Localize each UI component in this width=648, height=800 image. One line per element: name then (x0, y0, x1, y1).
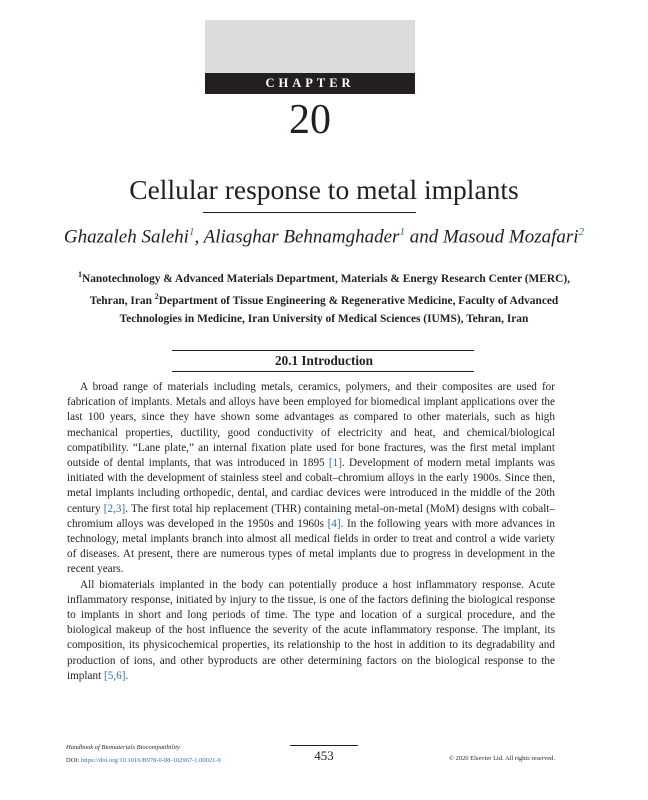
author-name: Aliasghar Behnamghader (203, 226, 400, 248)
book-title: Handbook of Biomaterials Biocompatibility (66, 744, 180, 751)
section-divider-top (172, 350, 474, 351)
paragraph: All biomaterials implanted in the body can potentially produce a host inflammatory response. Acute inflammatory response, initiated by injury to the tissue, is one of the factors defining the biological response to implants in short and long periods of time. The type and location of a surgical procedure, and the biological makeup of the host influence the severity of the acute inflammatory response. The implant, its composition, its physicochemical properties, its relationship to the host in addition to its degradability and production of ions, and other byproducts are other determining factors on the biological response to the implant [5,6]. (67, 578, 555, 682)
citation-link[interactable]: [2,3] (103, 502, 126, 515)
citation-link[interactable]: [4] (327, 517, 341, 530)
citation-link[interactable]: [1] (328, 457, 342, 470)
affiliation-2: Department of Tissue Engineering & Regenerative Medicine, Faculty of Advanced Technologies in Medicine, Iran University of Medical Sciences (IUMS), Tehran, Iran (119, 294, 559, 325)
chapter-label: CHAPTER (205, 73, 415, 94)
page-number: 453 (314, 748, 334, 763)
paragraph: A broad range of materials including metals, ceramics, polymers, and their composites are used for fabrication of implants. Metals and alloys have been employed for biomedical implant applications over the last 100 years, since they have shown some advantages as compared to other materials, such as high mechanical properties, ductility, good conductivity of electricity and heat, and chemical/biological compatibility. “Lane plate,” an internal fixation plate used for bone fractures, was the first metal implant outside of dental implants, that was introduced in 1895 [1]. Development of modern metal implants was initiated with the development of stainless steel and cobalt–chromium alloys in the early 1900s. Since then, metal implants including orthopedic, dental, and cardiac devices were introduced in the middle of the 20th century [2,3]. The first total hip replacement (THR) containing metal-on-metal (MoM) designs with cobalt–chromium alloys was developed in the 1950s and 1960s [4]. In the following years with more advances in technology, metal implants branch into almost all medical fields in order to treat and control a wide variety of diseases. At present, there are numerous types of metal implants due to progress in development in the recent years. (67, 381, 556, 576)
author-name: Masoud Mozafari (442, 226, 579, 248)
author-affiliation-marker[interactable]: 2 (578, 226, 585, 238)
footer-book-info: Handbook of Biomaterials Biocompatibility DOI: https://doi.org/10.1016/B978-0-08-102967-1.00021-9 (66, 741, 306, 767)
doi-link[interactable]: https://doi.org/10.1016/B978-0-08-102967-1.00021-9 (80, 757, 221, 764)
chapter-header-block (205, 20, 415, 73)
footer-divider (290, 745, 358, 746)
author-affiliation-marker[interactable]: 1 (188, 226, 195, 238)
citation-link[interactable]: [5,6] (103, 669, 126, 682)
author-name: Ghazaleh Salehi (63, 226, 189, 248)
author-affiliation-marker[interactable]: 1 (399, 226, 405, 238)
affiliations: $^1$Nanotechnology & Advanced Materials Department, Materials & Energy Research Center (MERC), Tehran, Iran $^2$Department of Tissue Engineering & Regenerative Medicine, Faculty of Advanced Technologies in Medicine, Iran University of Medical Sciences (IUMS), Tehran, Iran (77, 270, 571, 325)
section-heading: 20.1 Introduction (275, 353, 373, 368)
chapter-number: 20 (289, 97, 331, 143)
page-title: Cellular response to metal implants (129, 174, 519, 205)
authors: Ghazaleh Salehi$^1$, Aliasghar Behnamghader$^1$ and Masoud Mozafari$^2$ (63, 226, 585, 248)
section-divider-bottom (172, 371, 474, 372)
title-divider (203, 212, 416, 213)
copyright: © 2020 Elsevier Ltd. All rights reserved. (448, 755, 555, 762)
affiliation-1: Nanotechnology & Advanced Materials Department, Materials & Energy Research Center (MERC), Tehran, Iran (81, 272, 571, 307)
body-text (67, 380, 555, 684)
